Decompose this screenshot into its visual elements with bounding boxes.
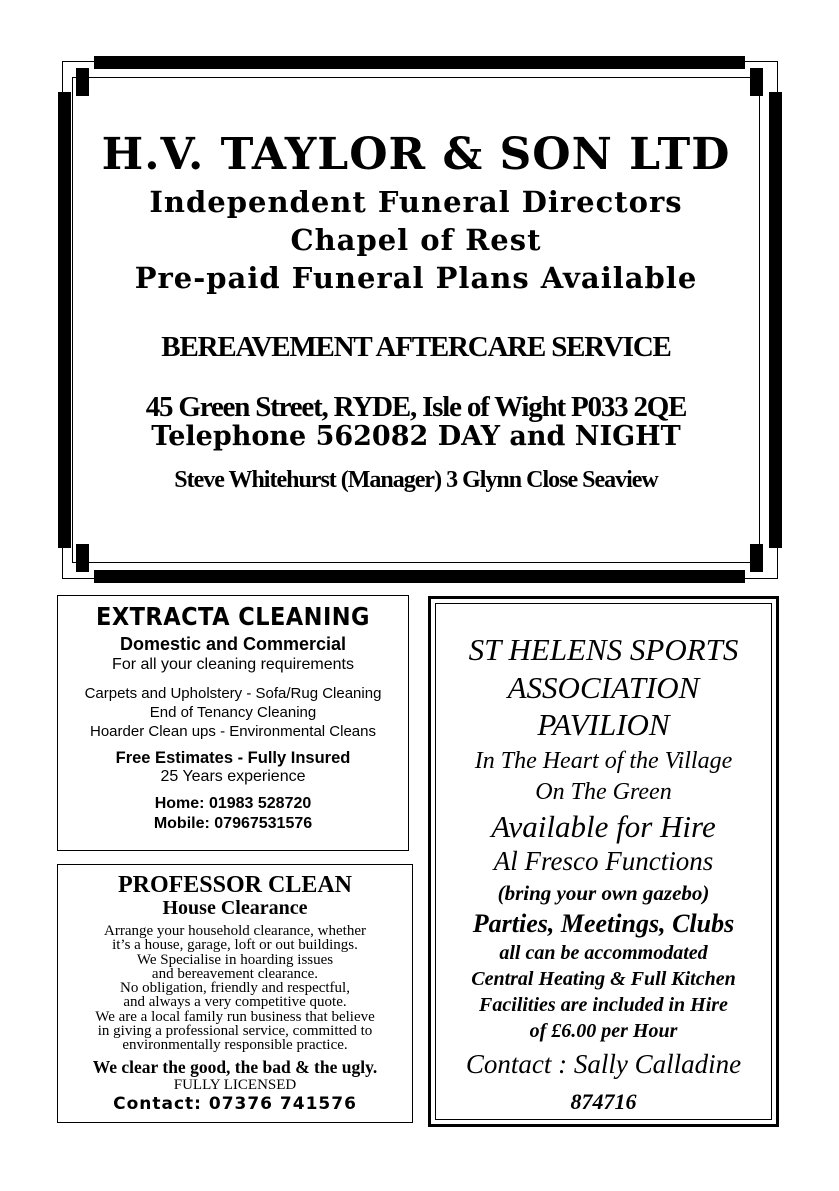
telephone: Telephone 562082 DAY and NIGHT (151, 421, 681, 452)
professor-licence: FULLY LICENSED (173, 1076, 297, 1093)
professor-body-line: environmentally responsible practice. (122, 1037, 348, 1054)
extracta-requirements: For all your cleaning requirements (112, 656, 354, 673)
st-helens-inner-frame (435, 603, 772, 1120)
professor-body-line: and bereavement clearance. (151, 965, 319, 982)
subtitle-line: Chapel of Rest (290, 223, 542, 257)
st-helens-title-line: PAVILION (537, 707, 670, 742)
professor-body-line: it’s a house, garage, loft or out buildings. (112, 937, 358, 954)
st-helens-advert (428, 596, 779, 1127)
company-name: H.V. TAYLOR & SON LTD (101, 129, 731, 180)
st-helens-detail: all can be accommodated (499, 942, 708, 964)
professor-body-line: Arrange your household clearance, whether (104, 923, 366, 939)
st-helens-contact: Contact : Sally Calladine (465, 1049, 742, 1079)
extracta-home-phone: Home: 01983 528720 (154, 795, 312, 812)
address: 45 Green Street, RYDE, Isle of Wight P033 2QE (145, 391, 687, 423)
professor-body-line: No obligation, friendly and respectful, (120, 980, 350, 997)
professor-slogan: We clear the good, the bad & the ugly. (92, 1056, 378, 1077)
professor-body-line: in giving a professional service, committed to (97, 1023, 373, 1040)
st-helens-hire: Available for Hire (491, 809, 716, 844)
st-helens-location: On The Green (535, 779, 672, 805)
professor-body-line: and always a very competitive quote. (123, 994, 347, 1011)
manager-line: Steve Whitehurst (Manager) 3 Glynn Close Seaview (174, 467, 658, 493)
service-heading: BEREAVEMENT AFTERCARE SERVICE (161, 331, 671, 363)
extracta-estimates: Free Estimates - Fully Insured (115, 749, 351, 767)
st-helens-detail: of £6.00 per Hour (529, 1020, 678, 1042)
st-helens-parties: Parties, Meetings, Clubs (472, 909, 735, 938)
extracta-service: Hoarder Clean ups - Environmental Cleans (90, 723, 376, 740)
professor-clean-advert (57, 864, 413, 1123)
subtitle-line: Pre-paid Funeral Plans Available (134, 261, 698, 295)
professor-body-line: We are a local family run business that believe (95, 1008, 375, 1025)
professor-body-line: We Specialise in hoarding issues (136, 951, 334, 968)
professor-title: PROFESSOR CLEAN (117, 872, 353, 898)
extracta-subtitle: Domestic and Commercial (119, 634, 347, 654)
st-helens-fresco: Al Fresco Functions (493, 846, 714, 876)
st-helens-title-line: ASSOCIATION (507, 670, 700, 705)
st-helens-phone: 874716 (570, 1089, 637, 1114)
extracta-service: Carpets and Upholstery - Sofa/Rug Cleaning (84, 685, 382, 702)
extracta-mobile-phone: Mobile: 07967531576 (153, 815, 313, 832)
professor-subtitle: House Clearance (162, 897, 308, 919)
extracta-advert (57, 595, 409, 851)
st-helens-location: In The Heart of the Village (474, 748, 733, 774)
extracta-title: EXTRACTA CLEANING (96, 602, 370, 631)
st-helens-title-line: ST HELENS SPORTS (468, 632, 739, 667)
taylor-content (72, 77, 760, 563)
st-helens-detail: Facilities are included in Hire (479, 994, 728, 1016)
st-helens-gazebo: (bring your own gazebo) (497, 881, 710, 905)
subtitle-line: Independent Funeral Directors (149, 185, 683, 219)
extracta-service: End of Tenancy Cleaning (149, 704, 317, 721)
professor-contact: Contact: 07376 741576 (113, 1093, 357, 1114)
extracta-experience: 25 Years experience (160, 768, 306, 785)
st-helens-detail: Central Heating & Full Kitchen (471, 968, 736, 990)
